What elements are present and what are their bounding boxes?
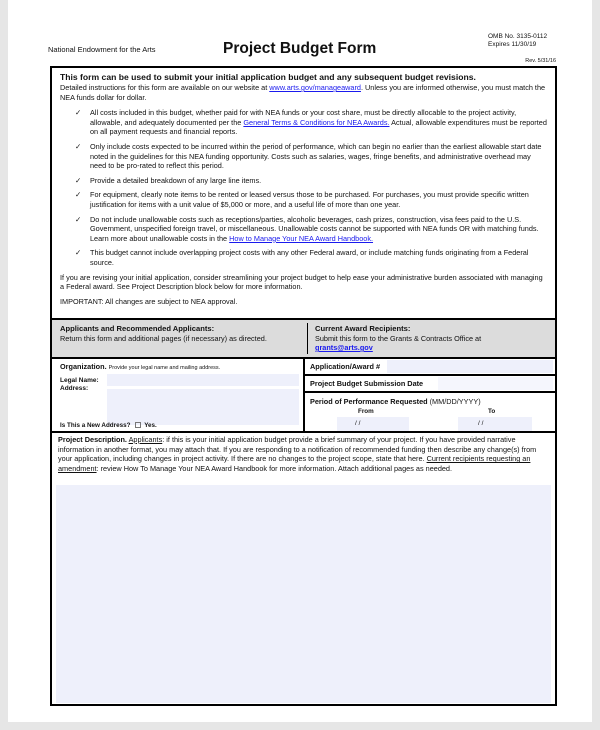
description-text-b: : review How To Manage Your NEA Award Handbook for more information. Attach additional pages as needed. bbox=[96, 463, 453, 473]
instruction-list bbox=[60, 108, 547, 267]
legal-name-label: Legal Name: bbox=[60, 377, 99, 384]
check-icon: ✓ bbox=[75, 214, 82, 224]
submission-date-input[interactable] bbox=[438, 377, 553, 390]
submission-date-label: Project Budget Submission Date bbox=[310, 379, 424, 388]
instruction-item bbox=[60, 248, 547, 267]
item-text: This budget cannot include overlapping project costs with any other Federal award, or include matching funds originating from a Federal source. bbox=[90, 248, 529, 267]
check-icon: ✓ bbox=[75, 108, 82, 118]
divider bbox=[307, 323, 308, 354]
intro-text-end: . Unless you are informed otherwise, you must match the NEA funds dollar for dollar. bbox=[60, 83, 546, 102]
item-link[interactable]: General Terms & Conditions for NEA Awards. bbox=[243, 117, 390, 127]
project-description-section bbox=[52, 431, 555, 704]
applicants-text: Return this form and additional pages (if necessary) as directed. bbox=[60, 333, 267, 343]
omb-number: OMB No. 3135-0112 bbox=[488, 33, 548, 40]
submission-date-row bbox=[305, 376, 555, 393]
check-icon: ✓ bbox=[75, 248, 82, 258]
legal-name-input[interactable] bbox=[107, 374, 299, 386]
page-title: Project Budget Form bbox=[223, 40, 377, 57]
current-recipients-underlined: Current recipients requesting an amendment bbox=[58, 454, 531, 473]
award-number-input[interactable] bbox=[387, 360, 553, 373]
check-icon: ✓ bbox=[75, 175, 82, 185]
to-date-input[interactable]: / / bbox=[458, 417, 532, 431]
address-label: Address: bbox=[60, 385, 89, 392]
yes-label: Yes. bbox=[144, 422, 157, 429]
address-input[interactable] bbox=[107, 389, 299, 425]
grants-email-link[interactable]: grants@arts.gov bbox=[315, 343, 373, 352]
agency-name: National Endowment for the Arts bbox=[48, 45, 156, 54]
applicants-underlined: Applicants bbox=[128, 435, 163, 444]
item-link[interactable]: How to Manage Your NEA Award Handbook. bbox=[229, 233, 374, 243]
expiry: Expires 11/30/19 bbox=[488, 41, 537, 48]
form-box bbox=[50, 66, 557, 706]
from-date-input[interactable]: / / bbox=[337, 417, 409, 431]
item-text-end: Actual, allowable expenditures must be reported on all payment requests and financial reports. bbox=[90, 117, 547, 137]
award-number-label: Application/Award # bbox=[310, 362, 381, 371]
organization-hint: Provide your legal name and mailing address. bbox=[108, 365, 221, 371]
important-note: IMPORTANT: All changes are subject to NEA approval. bbox=[60, 296, 238, 306]
description-text-a: : if this is your initial application budget provide a brief summary of your project. If you have provided narrative information in another format, you may attach that. If you are responding to a notification of recommended funding then describe any change(s) from your application, including changes in project activity. If there are no changes to the project scope, state that here. bbox=[58, 435, 537, 464]
revision-date: Rev. 5/31/16 bbox=[525, 58, 556, 64]
to-label: To bbox=[488, 408, 496, 415]
award-number-row bbox=[305, 359, 555, 376]
instruction-item bbox=[60, 190, 547, 209]
revising-note: If you are revising your initial application, consider streamlining your project budget to help ease your administrative burden associated with managing a Federal award. See Project Description block below for more information. bbox=[60, 272, 543, 292]
item-text: For equipment, clearly note items to be rented or leased versus those to be purchased. For purchases, you must provide specific written justification for items with a unit value of $5,000 or more, and a useful life of more than one year. bbox=[90, 190, 529, 209]
instruction-item bbox=[60, 142, 547, 171]
period-label bbox=[310, 397, 481, 406]
period-format: (MM/DD/YYYY) bbox=[429, 397, 481, 406]
item-text: Only include costs expected to be incurred within the period of performance, which can begin no earlier than the earliest allowable start date noted in the guidelines for this NEA funding opportunity. Costs such as salaries, wages, fringe benefits, and administrative overhead may need to be pro-rated to reflect this period. bbox=[90, 141, 542, 171]
instructions bbox=[52, 68, 555, 310]
item-text: Do not include unallowable costs such as receptions/parties, alcoholic beverages, cash prizes, construction, visa fees paid to the U.S. Government, unspecified foreign travel, or miscellaneous. Unallowable costs cannot be supported with NEA funds OR with matching funds. Learn more about unallowable costs in the bbox=[90, 214, 539, 243]
organization-section bbox=[52, 359, 305, 431]
item-text: Provide a detailed breakdown of any large line items. bbox=[90, 175, 262, 185]
project-description-input[interactable] bbox=[56, 485, 551, 703]
item-text: All costs included in this budget, whether paid for with NEA funds or your cost share, must be directly allocable to the project activity, allowable, and adequately documented per the bbox=[90, 108, 517, 127]
recipients-title: Current Award Recipients: bbox=[315, 324, 411, 333]
description-label: Project Description. bbox=[58, 435, 127, 444]
document-page bbox=[8, 0, 592, 722]
instruction-item bbox=[60, 108, 547, 137]
project-description-text bbox=[58, 435, 549, 473]
recipients-text: Submit this form to the Grants & Contracts Office at bbox=[315, 333, 482, 343]
instructions-intro bbox=[60, 83, 547, 102]
submission-band bbox=[52, 318, 555, 359]
new-address-checkbox[interactable] bbox=[135, 422, 141, 428]
organization-label: Organization. bbox=[60, 362, 107, 371]
omb-info bbox=[488, 33, 547, 49]
check-icon: ✓ bbox=[75, 141, 82, 151]
new-address-label: Is This a New Address? bbox=[60, 422, 131, 429]
check-icon: ✓ bbox=[75, 190, 82, 200]
instruction-item bbox=[60, 176, 547, 186]
instructions-lead: This form can be used to submit your initial application budget and any subsequent budget revisions. bbox=[60, 72, 476, 82]
period-text: Period of Performance Requested bbox=[310, 397, 428, 406]
award-info-section bbox=[305, 359, 555, 431]
from-label: From bbox=[358, 408, 374, 415]
applicants-info bbox=[60, 324, 267, 343]
recipients-info bbox=[315, 324, 481, 353]
instruction-item bbox=[60, 215, 547, 244]
manageaward-link[interactable]: www.arts.gov/manageaward bbox=[269, 83, 361, 92]
intro-text: Detailed instructions for this form are available on our website at bbox=[60, 83, 270, 92]
applicants-title: Applicants and Recommended Applicants: bbox=[60, 324, 215, 333]
